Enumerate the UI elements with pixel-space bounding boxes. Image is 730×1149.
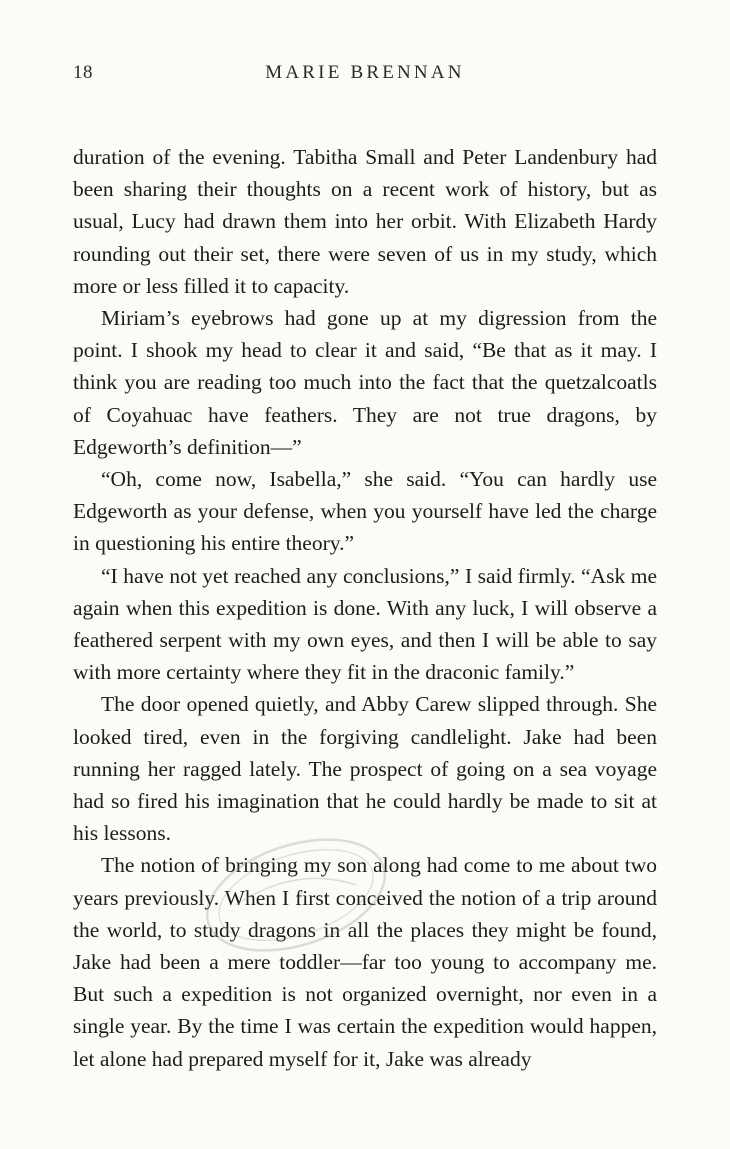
paragraph: duration of the evening. Tabitha Small and Peter Landenbury had been sharing their thoughts on a recent work of history, but as usual, Lucy had drawn them into her orbit. With Elizabeth Hardy rounding out their set, there were seven of us in my study, which more or less filled it to capacity. bbox=[73, 145, 657, 298]
page-number: 18 bbox=[73, 62, 93, 83]
paragraph: Miriam’s eyebrows had gone up at my digression from the point. I shook my head to clear it and said, “Be that as it may. I think you are reading too much into the fact that the quetzalcoatls of Coyahuac have feathers. They are not true dragons, by Edgeworth’s definition—” bbox=[73, 306, 657, 459]
paragraph: “Oh, come now, Isabella,” she said. “You can hardly use Edgeworth as your defense, when you yourself have led the charge in questioning his entire theory.” bbox=[73, 467, 657, 556]
paragraph: “I have not yet reached any conclusions,” I said firmly. “Ask me again when this expedition is done. With any luck, I will observe a feathered serpent with my own eyes, and then I will be able to say with more certainty where they fit in the draconic family.” bbox=[73, 563, 657, 685]
page-header bbox=[73, 62, 657, 90]
running-head: MARIE BRENNAN bbox=[265, 62, 465, 83]
paragraph: The door opened quietly, and Abby Carew slipped through. She looked tired, even in the forgiving candlelight. Jake had been running her ragged lately. The prospect of going on a sea voyage had so fired his imagination that he could hardly be made to sit at his lessons. bbox=[73, 692, 657, 846]
paragraph: The notion of bringing my son along had come to me about two years previously. When I first conceived the notion of a trip around the world, to study dragons in all the places they might be found, Jake had been a mere toddler—far too young to accompany me. But such a expedition is not organized overnight, nor even in a single year. By the time I was certain the expedition would happen, let alone had prepared myself for it, Jake was already bbox=[73, 853, 657, 1071]
body-text bbox=[73, 141, 657, 1075]
